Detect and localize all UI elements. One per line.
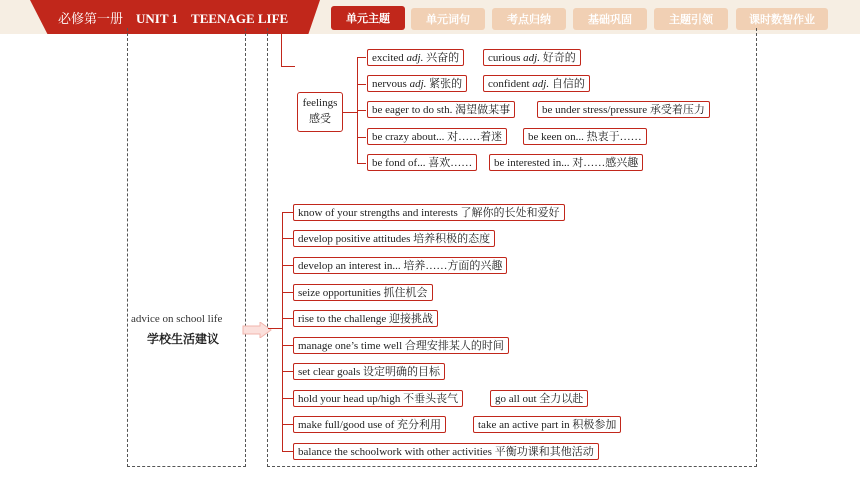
feelings-label xyxy=(297,92,343,132)
advice-label-en: advice on school life xyxy=(131,313,223,325)
advice-label-zh: 学校生活建议 xyxy=(147,332,220,346)
connector-line xyxy=(282,212,283,452)
connector-line xyxy=(282,292,293,293)
part-of-speech: adj. xyxy=(406,52,424,64)
connector-line xyxy=(282,451,293,452)
advice-phrase: make full/good use of 充分利用 xyxy=(293,416,446,433)
feeling-phrase xyxy=(523,128,647,145)
phrase-meaning: 紧张的 xyxy=(426,78,463,90)
feeling-phrase xyxy=(489,154,643,171)
advice-phrase: manage one’s time well 合理安排某人的时间 xyxy=(293,337,509,354)
advice-phrase: develop positive attitudes 培养积极的态度 xyxy=(293,230,495,247)
phrase-text: be keen on... 热衷于…… xyxy=(528,131,642,143)
connector-line xyxy=(282,265,293,266)
phrase-text: be interested in... 对……感兴趣 xyxy=(494,157,639,169)
connector-line xyxy=(282,424,293,425)
feeling-phrase xyxy=(367,128,507,145)
connector-line xyxy=(357,84,366,85)
connector-line xyxy=(357,163,366,164)
part-of-speech: adj. xyxy=(523,52,540,64)
tab-homework[interactable]: 课时数智作业 xyxy=(736,8,828,30)
arrow-right-icon xyxy=(242,322,272,338)
advice-phrase: rise to the challenge 迎接挑战 xyxy=(293,310,438,327)
advice-phrase: take an active part in 积极参加 xyxy=(473,416,621,433)
connector-line xyxy=(343,112,357,113)
connector-line xyxy=(357,110,366,111)
phrase-meaning: 好奇的 xyxy=(539,52,576,64)
feeling-phrase xyxy=(537,101,710,118)
phrase-text: be eager to do sth. 渴望做某事 xyxy=(372,104,511,116)
advice-phrase: hold your head up/high 不垂头丧气 xyxy=(293,390,463,407)
phrase-text: be under stress/pressure 承受着压力 xyxy=(542,104,705,116)
feelings-label-zh: 感受 xyxy=(309,112,331,125)
feeling-phrase xyxy=(367,49,464,66)
feeling-phrase xyxy=(483,75,590,92)
feeling-phrase xyxy=(367,75,467,92)
feelings-label-en: feelings xyxy=(302,97,338,109)
connector-line xyxy=(281,28,282,66)
phrase-text: be fond of... 喜欢…… xyxy=(372,157,473,169)
phrase-text: be crazy about... 对……着迷 xyxy=(372,131,503,143)
advice-phrase: set clear goals 设定明确的目标 xyxy=(293,363,445,380)
advice-phrase: balance the schoolwork with other activities 平衡功课和其他活动 xyxy=(293,443,599,460)
advice-phrase: seize opportunities 抓住机会 xyxy=(293,284,433,301)
phrase-meaning: 兴奋的 xyxy=(423,52,460,64)
unit-title xyxy=(58,8,288,27)
advice-phrase: develop an interest in... 培养……方面的兴趣 xyxy=(293,257,507,274)
connector-line xyxy=(357,137,366,138)
feeling-phrase xyxy=(483,49,581,66)
advice-phrase: know of your strengths and interests 了解你的长处和爱好 xyxy=(293,204,565,221)
feeling-phrase xyxy=(367,101,515,118)
phrase-text: nervous xyxy=(372,78,410,90)
connector-line xyxy=(282,318,293,319)
feeling-phrase xyxy=(367,154,477,171)
advice-phrase: go all out 全力以赴 xyxy=(490,390,588,407)
unit-name: TEENAGE LIFE xyxy=(191,11,289,26)
phrase-text: curious xyxy=(488,52,524,64)
phrase-meaning: 自信的 xyxy=(549,78,585,90)
book-name: 必修第一册 xyxy=(58,11,124,26)
connector-line xyxy=(282,238,293,239)
part-of-speech: adj. xyxy=(532,78,550,90)
connector-line xyxy=(282,371,293,372)
connector-line xyxy=(282,398,293,399)
connector-line xyxy=(282,212,293,213)
phrase-text: confident xyxy=(488,78,533,90)
connector-line xyxy=(357,57,366,58)
tab-key-points[interactable]: 考点归纳 xyxy=(492,8,566,30)
phrase-text: excited xyxy=(372,52,407,64)
unit-number: UNIT 1 xyxy=(136,11,179,26)
part-of-speech: adj. xyxy=(409,78,427,90)
tab-basic-practice[interactable]: 基础巩固 xyxy=(573,8,647,30)
tab-unit-vocab[interactable]: 单元词句 xyxy=(411,8,485,30)
left-frame xyxy=(127,28,246,467)
connector-line xyxy=(282,345,293,346)
connector-line xyxy=(281,66,295,67)
connector-line xyxy=(268,328,282,329)
tab-theme-guide[interactable]: 主题引领 xyxy=(654,8,728,30)
tab-unit-theme[interactable]: 单元主题 xyxy=(331,6,405,30)
